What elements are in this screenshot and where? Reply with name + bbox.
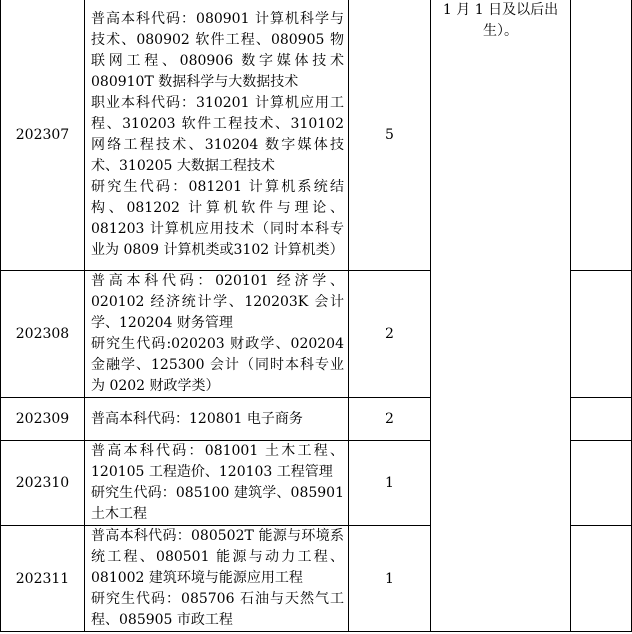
position-code-cell: 202309 — [1, 398, 85, 441]
headcount-cell: 2 — [349, 271, 431, 398]
headcount-cell: 1 — [349, 526, 431, 632]
position-code-cell: 202308 — [1, 271, 85, 398]
remarks-cell — [571, 271, 632, 398]
headcount-cell: 5 — [349, 0, 431, 271]
position-code-cell: 202311 — [1, 526, 85, 632]
headcount-cell: 1 — [349, 441, 431, 526]
remarks-cell — [571, 526, 632, 632]
other-requirements-cell: 1 月 1 日及以后出生）。 — [431, 0, 571, 632]
major-requirements-cell: 普高本科代码：081001 土木工程、120105 工程造价、120103 工程管理 研究生代码：085100 建筑学、085901 土木工程 — [85, 441, 349, 526]
major-requirements-cell: 普高本科代码：080901 计算机科学与技术、080902 软件工程、080905 物联网工程、080906 数字媒体技术 080910T 数据科学与大数据技术 职业本科代码：310201 计算机应用工程、310203 软件工程技术、310102 网络工程技术、310204 数字媒体技术、310205 大数据工程技术 研究生代码：081201 计算机系统结构、081202 计算机软件与理论、081203 计算机应用技术（同时本科专业为 0809 计算机类或3102 计算机类） — [85, 0, 349, 271]
remarks-cell — [571, 441, 632, 526]
major-requirements-cell: 普高本科代码：080502T 能源与环境系统工程、080501 能源与动力工程、081002 建筑环境与能源应用工程 研究生代码：085706 石油与天然气工程、085905 市政工程 — [85, 526, 349, 632]
remarks-cell — [571, 0, 632, 271]
table-row — [1, 0, 632, 271]
remarks-cell — [571, 398, 632, 441]
major-requirements-cell: 普高本科代码：120801 电子商务 — [85, 398, 349, 441]
headcount-cell: 2 — [349, 398, 431, 441]
position-code-cell: 202307 — [1, 0, 85, 271]
major-requirements-cell: 普高本科代码：020101 经济学、020102 经济统计学、120203K 会计学、120204 财务管理 研究生代码:020203 财政学、020204 金融学、125300 会计（同时本科专业为 0202 财政学类） — [85, 271, 349, 398]
position-code-cell: 202310 — [1, 441, 85, 526]
